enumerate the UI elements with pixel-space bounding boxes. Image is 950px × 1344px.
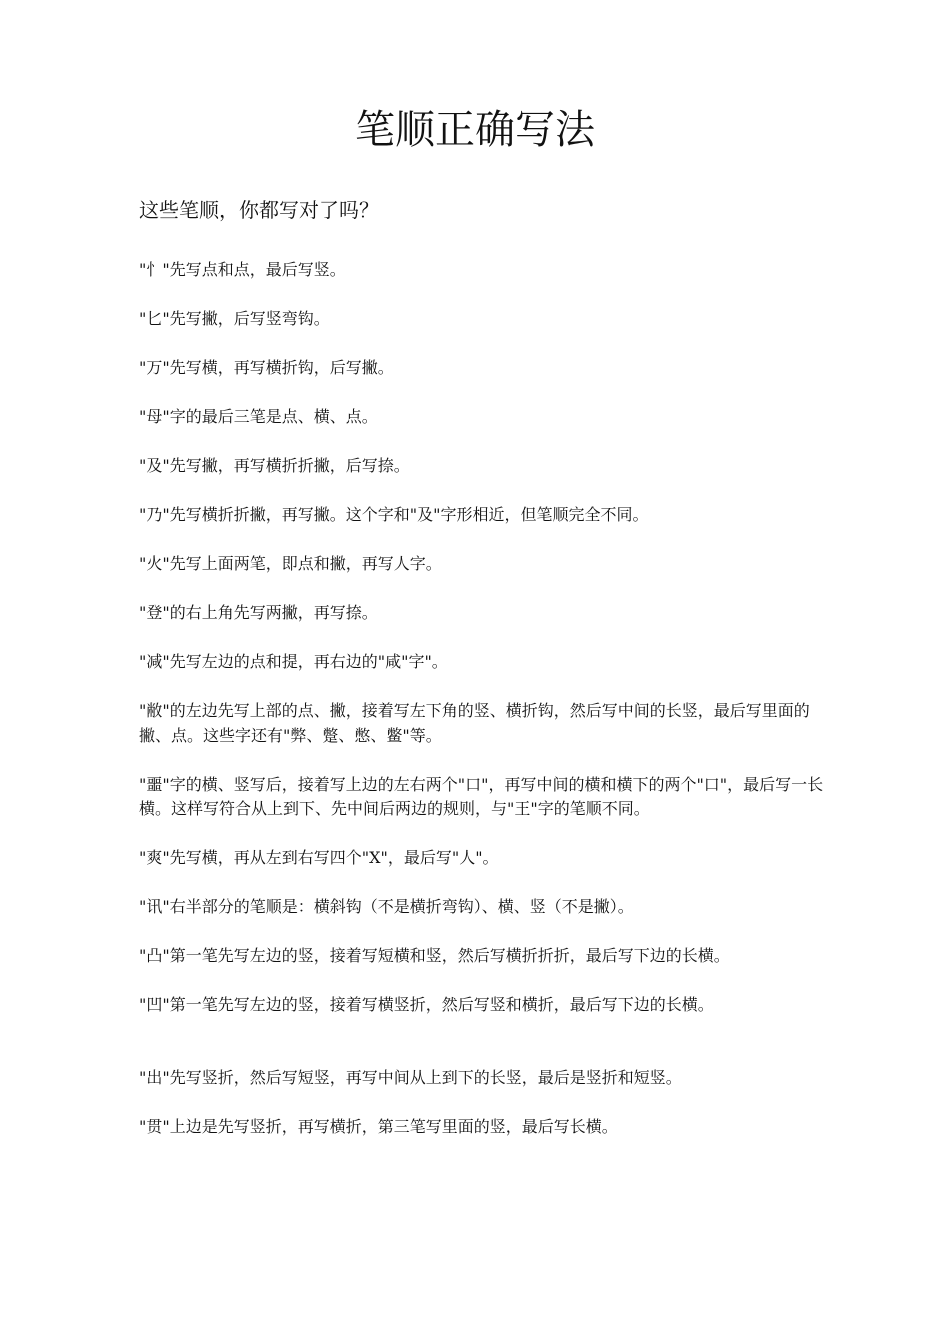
rule-item: "敝"的左边先写上部的点、撇，接着写左下角的竖、横折钩，然后写中间的长竖，最后写里面的撇、点。这些字还有"弊、蹩、憋、鳖"等。 xyxy=(139,701,810,745)
rule-item: "登"的右上角先写两撇，再写捺。 xyxy=(139,603,378,622)
rule-item: "贯"上边是先写竖折，再写横折，第三笔写里面的竖，最后写长横。 xyxy=(139,1116,618,1136)
rule-item: "出"先写竖折，然后写短竖，再写中间从上到下的长竖，最后是竖折和短竖。 xyxy=(139,1067,682,1087)
rule-item: "噩"字的横、竖写后，接着写上边的左右两个"口"，再写中间的横和横下的两个"口"，最后写一长横。这样写符合从上到下、先中间后两边的规则，与"王"字的笔顺不同。 xyxy=(139,774,824,818)
rule-item: "爽"先写横，再从左到右写四个"X"，最后写"人"。 xyxy=(139,848,499,867)
rule-item: "母"字的最后三笔是点、横、点。 xyxy=(139,407,378,426)
rule-item: "万"先写横，再写横折钩，后写撇。 xyxy=(139,358,394,377)
rule-item: "匕"先写撇，后写竖弯钩。 xyxy=(139,309,330,328)
rule-item: "凹"第一笔先写左边的竖，接着写横竖折，然后写竖和横折，最后写下边的长横。 xyxy=(139,995,714,1014)
page-subtitle: 这些笔顺，你都写对了吗？ xyxy=(139,198,379,222)
rule-item: "忄"先写点和点，最后写竖。 xyxy=(139,260,346,279)
stroke-order-rule-list xyxy=(139,258,829,1164)
rule-item: "及"先写撇，再写横折折撇，后写捺。 xyxy=(139,456,410,475)
page-title: 笔顺正确写法 xyxy=(355,107,595,153)
rule-item: "乃"先写横折折撇，再写撇。这个字和"及"字形相近，但笔顺完全不同。 xyxy=(139,505,649,524)
rule-item: "减"先写左边的点和提，再右边的"咸"字"。 xyxy=(139,652,448,671)
rule-item: "火"先写上面两笔，即点和撇，再写人字。 xyxy=(139,554,442,573)
rule-item: "讯"右半部分的笔顺是：横斜钩（不是横折弯钩）、横、竖（不是撇）。 xyxy=(139,897,634,916)
rule-item: "凸"第一笔先写左边的竖，接着写短横和竖，然后写横折折折，最后写下边的长横。 xyxy=(139,946,730,965)
